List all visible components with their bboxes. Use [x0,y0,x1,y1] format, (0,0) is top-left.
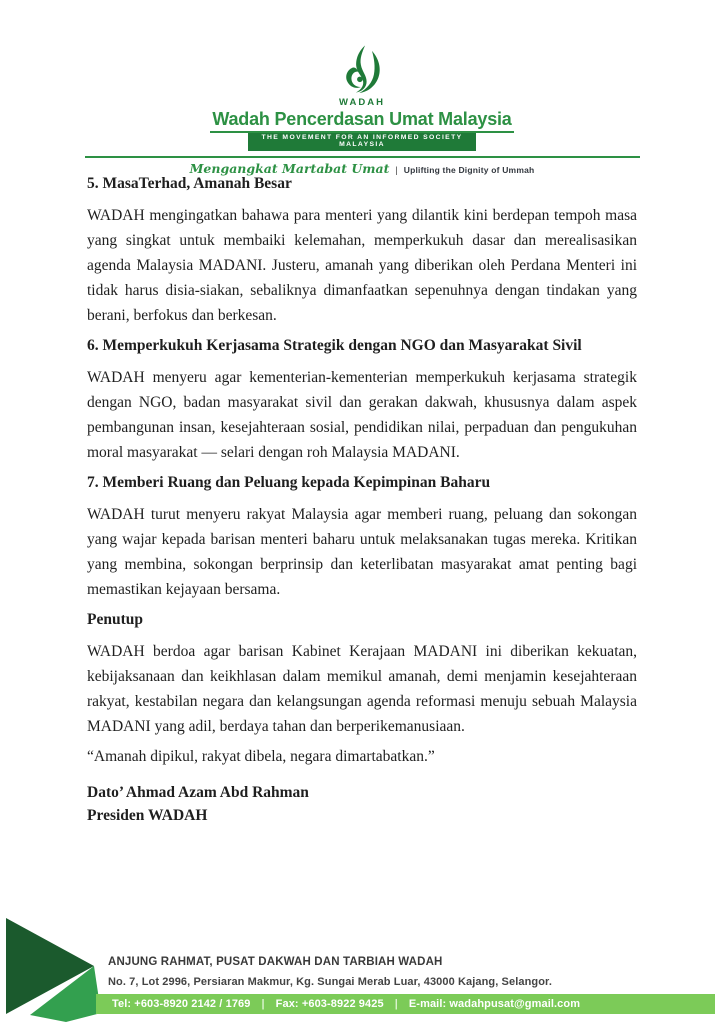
tagline-separator: | [395,164,398,175]
footer-triangle-graphic [0,915,110,1024]
separator: | [394,998,398,1010]
footer-address: No. 7, Lot 2996, Persiaran Makmur, Kg. Sungai Merab Luar, 43000 Kajang, Selangor. [108,976,552,988]
section-heading: 5. MasaTerhad, Amanah Besar [87,175,292,192]
signature-title: Presiden WADAH [87,807,208,824]
footer-address-title: ANJUNG RAHMAT, PUSAT DAKWAH DAN TARBIAH WADAH [108,956,443,968]
tagline-malay: Mengangkat Martabat Umat [189,160,390,176]
separator: | [261,998,265,1010]
signature-block [87,781,637,827]
section-paragraph: WADAH turut menyeru rakyat Malaysia agar memberi ruang, peluang dan sokongan yang wajar kepada barisan menteri baharu untuk melaksanakan tugas mereka. Kritikan yang membina, sokongan berprinsip dan keterlibatan masyarakat amat penting bagi memastikan kejayaan bersama. [87,506,637,598]
header-divider [85,156,640,158]
section-masa-terhad [87,171,637,328]
section-ruang-peluang [87,470,637,602]
closing-quote: “Amanah dipikul, rakyat dibela, negara dimartabatkan.” [87,748,435,765]
footer-fax: Fax: +603-8922 9425 [275,998,384,1010]
org-subtitle: THE MOVEMENT FOR AN INFORMED SOCIETY MALAYSIA [261,134,463,149]
section-penutup [87,607,637,739]
logo-wordmark: WADAH [339,97,385,108]
section-heading: 6. Memperkukuh Kerjasama Strategik dengan NGO dan Masyarakat Sivil [87,337,582,354]
footer-contact-bar [96,994,715,1014]
section-kerjasama-strategik [87,333,637,465]
org-name: Wadah Pencerdasan Umat Malaysia [210,110,513,133]
section-paragraph: WADAH mengingatkan bahawa para menteri yang dilantik kini berdepan tempoh masa yang singkat untuk membaiki kelemahan, memperkukuh dasar dan merealisasikan agenda Malaysia MADANI. Justeru, amanah yang diberikan oleh Perdana Menteri ini tidak harus disia-siakan, sebaliknya dimanfaatkan sepenuhnya dengan tindakan yang berani, berfokus dan berkesan. [87,207,637,324]
section-paragraph: WADAH berdoa agar barisan Kabinet Kerajaan MADANI ini diberikan kekuatan, kebijaksanaan dan keikhlasan dalam memikul amanah, demi menjamin kesejahteraan rakyat, kestabilan negara dan kelangsungan agenda reformasi menuju sebuah Malaysia MADANI yang adil, berdaya tahan dan berperikemanusiaan. [87,643,637,735]
tagline-english: Uplifting the Dignity of Ummah [403,164,535,175]
section-paragraph: WADAH menyeru agar kementerian-kementerian memperkukuh kerjasama strategik dengan NGO, badan masyarakat sivil dan gerakan dakwah, khususnya dalam aspek pembangunan insan, kesejahteraan sosial, pendidikan nilai, perpaduan dan pengukuhan moral masyarakat — selari dengan roh Malaysia MADANI. [87,369,637,461]
letterhead [0,0,724,176]
signature-name: Dato’ Ahmad Azam Abd Rahman [87,784,309,801]
footer-email: E-mail: wadahpusat@gmail.com [408,998,581,1010]
org-subtitle-bar [248,133,476,151]
letter-body [87,171,637,827]
section-heading: Penutup [87,611,143,628]
section-heading: 7. Memberi Ruang dan Peluang kepada Kepimpinan Baharu [87,474,491,491]
wadah-logo-icon [339,44,385,96]
footer-tel: Tel: +603-8920 2142 / 1769 [112,998,251,1010]
